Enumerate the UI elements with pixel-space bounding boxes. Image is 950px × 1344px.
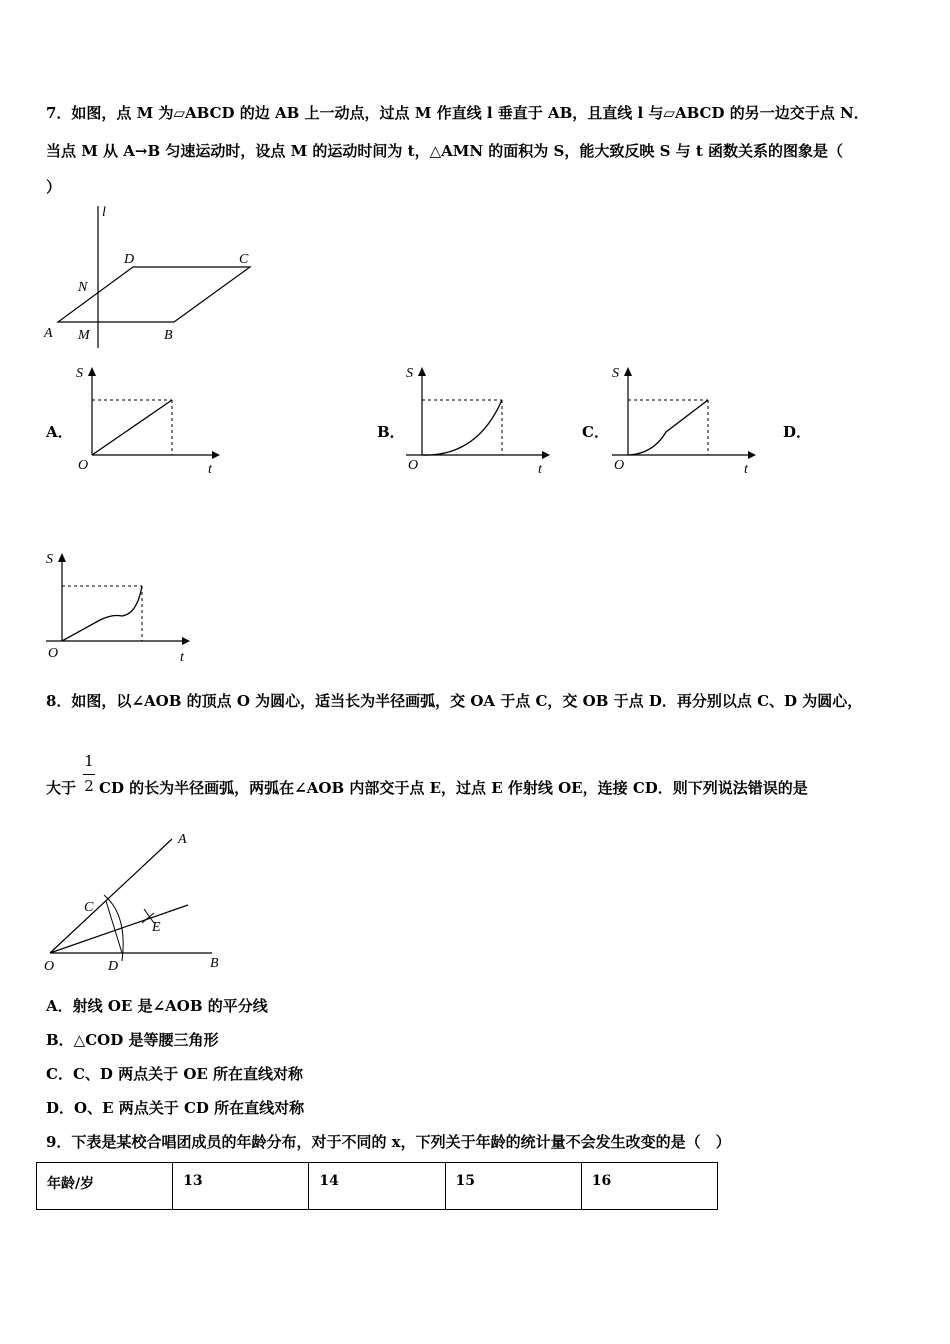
q8-line-2-post: CD 的长为半径画弧，两弧在∠AOB 内部交于点 E，过点 E 作射线 OE，连接 CD．则下列说法错误的是 bbox=[99, 779, 808, 797]
q7-graph-b-origin: O bbox=[408, 458, 419, 473]
q8-fraction-denominator: 2 bbox=[84, 777, 94, 795]
age-14-cell: 14 bbox=[309, 1163, 445, 1210]
age-16-cell: 16 bbox=[581, 1163, 717, 1210]
q8-label-C: C bbox=[84, 900, 94, 915]
q7-label-l: l bbox=[102, 205, 106, 220]
table-row bbox=[37, 1163, 718, 1210]
q8-option-b: B．△COD 是等腰三角形 bbox=[46, 1031, 219, 1049]
age-header-cell: 年龄/岁 bbox=[37, 1163, 173, 1210]
q8-label-A: A bbox=[178, 832, 187, 847]
q7-graph-a bbox=[72, 362, 232, 477]
age-15-cell: 15 bbox=[445, 1163, 581, 1210]
q7-label-M: M bbox=[78, 328, 90, 343]
q7-line-1: 7．如图，点 M 为▱ABCD 的边 AB 上一动点，过点 M 作直线 l 垂直于 AB，且直线 l 与▱ABCD 的另一边交于点 N． bbox=[46, 104, 869, 122]
q7-graph-d bbox=[42, 548, 202, 663]
q7-option-a-label: A． bbox=[46, 423, 73, 441]
q8-option-a: A．射线 OE 是∠AOB 的平分线 bbox=[46, 997, 268, 1015]
q7-graph-c-s-label: S bbox=[612, 366, 619, 381]
q8-option-d: D．O、E 两点关于 CD 所在直线对称 bbox=[46, 1099, 305, 1117]
q8-line-1: 8．如图，以∠AOB 的顶点 O 为圆心，适当长为半径画弧，交 OA 于点 C，交 OB 于点 D．再分别以点 C、D 为圆心， bbox=[46, 692, 863, 710]
q7-graph-b-s-label: S bbox=[406, 366, 413, 381]
q7-line-2: 当点 M 从 A→B 匀速运动时，设点 M 的运动时间为 t，△AMN 的面积为 S，能大致反映 S 与 t 函数关系的图象是（ bbox=[46, 142, 843, 160]
q7-option-d-label: D． bbox=[783, 423, 812, 441]
q7-parallelogram-figure bbox=[40, 200, 270, 350]
q7-graph-b-t-label: t bbox=[538, 462, 542, 477]
age-13-cell: 13 bbox=[173, 1163, 309, 1210]
q7-graph-d-t-label: t bbox=[180, 650, 184, 665]
q8-fraction-numerator: 1 bbox=[84, 752, 94, 770]
q7-graph-c-origin: O bbox=[614, 458, 625, 473]
q7-graph-b bbox=[402, 362, 562, 477]
q8-fraction-bar bbox=[83, 774, 95, 775]
q8-angle-figure bbox=[40, 825, 240, 975]
q7-option-c-label: C． bbox=[582, 423, 609, 441]
q7-graph-c-t-label: t bbox=[744, 462, 748, 477]
q8-label-B: B bbox=[210, 956, 219, 971]
q8-option-c: C．C、D 两点关于 OE 所在直线对称 bbox=[46, 1065, 304, 1083]
q7-graph-c bbox=[608, 362, 768, 477]
q7-graph-a-s-label: S bbox=[76, 366, 83, 381]
q7-label-D: D bbox=[124, 252, 135, 267]
q7-graph-d-s-label: S bbox=[46, 552, 53, 567]
q7-label-C: C bbox=[239, 252, 249, 267]
q7-option-b-label: B． bbox=[377, 423, 405, 441]
q7-graph-d-origin: O bbox=[48, 646, 59, 661]
q8-label-E: E bbox=[152, 920, 161, 935]
q8-label-D: D bbox=[108, 959, 119, 974]
q7-graph-a-origin: O bbox=[78, 458, 89, 473]
q7-label-B: B bbox=[164, 328, 173, 343]
q7-graph-a-t-label: t bbox=[208, 462, 212, 477]
q7-label-A: A bbox=[44, 326, 53, 341]
q7-line-3: ） bbox=[46, 178, 62, 196]
q9-age-table bbox=[36, 1162, 718, 1210]
q7-label-N: N bbox=[78, 280, 88, 295]
q9-line-1: 9．下表是某校合唱团成员的年龄分布，对于不同的 x，下列关于年龄的统计量不会发生改变的是（ ） bbox=[46, 1133, 731, 1151]
q8-line-2-pre: 大于 bbox=[46, 779, 77, 797]
q8-label-O: O bbox=[44, 959, 55, 974]
